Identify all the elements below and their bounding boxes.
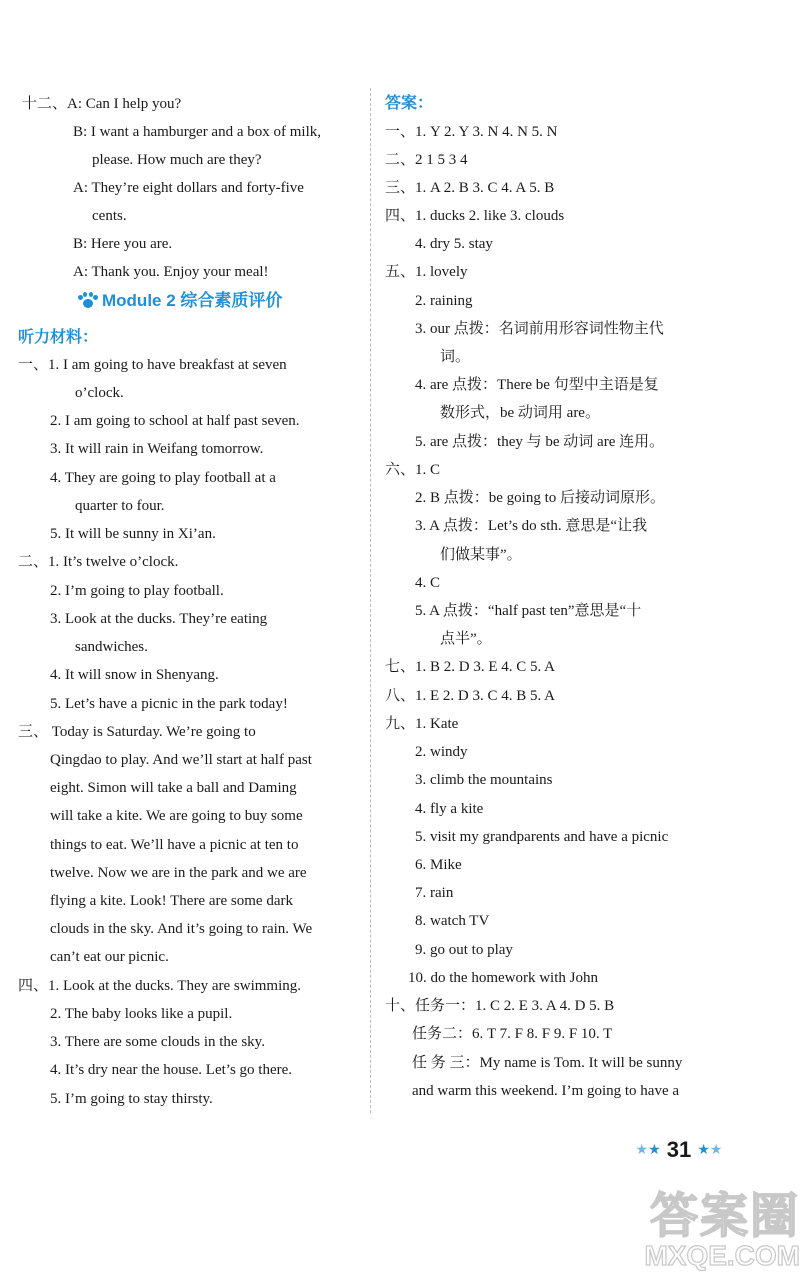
dialogue-line: 十二、A: Can I help you? bbox=[22, 96, 182, 112]
column-divider bbox=[370, 88, 371, 1113]
listening-line: 2. I am going to school at half past seven. bbox=[50, 413, 300, 429]
answer-line: 3. our 点拨：名词前用形容词性物主代 bbox=[415, 321, 664, 337]
answer-line: and warm this weekend. I’m going to have a bbox=[412, 1083, 680, 1099]
answer-line: 7. rain bbox=[415, 885, 454, 901]
listening-line: twelve. Now we are in the park and we are bbox=[50, 865, 307, 881]
answer-line: 词。 bbox=[440, 349, 471, 365]
listening-line: 3. Look at the ducks. They’re eating bbox=[50, 611, 268, 627]
listening-line: 5. Let’s have a picnic in the park today! bbox=[50, 696, 288, 712]
answer-line: 任务二：6. T 7. F 8. F 9. F 10. T bbox=[412, 1026, 613, 1042]
answer-line: 九、1. Kate bbox=[385, 716, 459, 732]
listening-line: 4. They are going to play football at a bbox=[50, 470, 276, 486]
answer-line: 们做某事”。 bbox=[440, 547, 522, 563]
listening-line: flying a kite. Look! There are some dark bbox=[50, 893, 293, 909]
dialogue-line: B: Here you are. bbox=[73, 236, 173, 252]
answer-line: 七、1. B 2. D 3. E 4. C 5. A bbox=[385, 659, 556, 675]
answer-line: 任 务 三：My name is Tom. It will be sunny bbox=[412, 1055, 683, 1071]
star-icon: ★ bbox=[635, 1141, 649, 1157]
answer-line: 4. are 点拨：There be 句型中主语是复 bbox=[415, 377, 659, 393]
answer-line: 点半”。 bbox=[440, 631, 492, 647]
module-title-text: Module 2 综合素质评价 bbox=[102, 291, 283, 310]
answer-line: 八、1. E 2. D 3. C 4. B 5. A bbox=[385, 688, 556, 704]
answer-line: 4. fly a kite bbox=[415, 801, 484, 817]
watermark-url: MXQE.COM bbox=[644, 1240, 800, 1271]
listening-line: sandwiches. bbox=[75, 639, 148, 655]
star-icon: ★ bbox=[697, 1141, 710, 1157]
listening-line: 2. I’m going to play football. bbox=[50, 583, 224, 599]
listening-line: 四、1. Look at the ducks. They are swimming. bbox=[18, 978, 302, 994]
answer-line: 2. B 点拨：be going to 后接动词原形。 bbox=[415, 490, 665, 506]
answer-line: 四、1. ducks 2. like 3. clouds bbox=[385, 208, 565, 224]
watermark-logo: 答案圈 bbox=[649, 1188, 800, 1244]
listening-line: clouds in the sky. And it’s going to rain. We bbox=[50, 921, 313, 937]
dialogue-line: cents. bbox=[92, 208, 127, 224]
listening-line: o’clock. bbox=[75, 385, 124, 401]
answer-line: 4. dry 5. stay bbox=[415, 236, 493, 252]
dialogue-line: A: Thank you. Enjoy your meal! bbox=[73, 264, 269, 280]
answer-line: 6. Mike bbox=[415, 857, 462, 873]
listening-line: 二、1. It’s twelve o’clock. bbox=[18, 554, 179, 570]
answer-line: 六、1. C bbox=[385, 462, 441, 478]
answer-line: 4. C bbox=[415, 575, 441, 591]
listening-line: 5. It will be sunny in Xi’an. bbox=[50, 526, 216, 542]
listening-line: 4. It will snow in Shenyang. bbox=[50, 667, 219, 683]
listening-line: 5. I’m going to stay thirsty. bbox=[50, 1091, 213, 1107]
listening-line: will take a kite. We are going to buy some bbox=[50, 808, 303, 824]
dialogue-line: please. How much are they? bbox=[92, 152, 262, 168]
answers-heading: 答案： bbox=[385, 95, 434, 112]
watermark bbox=[590, 1190, 800, 1275]
answer-line: 5. A 点拨：“half past ten”意思是“十 bbox=[415, 603, 642, 619]
paw-icon bbox=[78, 292, 98, 308]
dialogue-line: B: I want a hamburger and a box of milk, bbox=[73, 124, 321, 140]
page-number bbox=[624, 1135, 734, 1163]
star-icon: ★ bbox=[648, 1141, 661, 1157]
answer-line: 3. climb the mountains bbox=[415, 772, 553, 788]
answer-line: 8. watch TV bbox=[415, 913, 490, 929]
listening-line: 2. The baby looks like a pupil. bbox=[50, 1006, 233, 1022]
listening-line: 3. It will rain in Weifang tomorrow. bbox=[50, 441, 264, 457]
page-number-text: 31 bbox=[666, 1137, 692, 1162]
listening-heading: 听力材料： bbox=[18, 329, 99, 346]
answer-line: 2. raining bbox=[415, 293, 473, 309]
listening-line: quarter to four. bbox=[75, 498, 165, 514]
answer-line: 5. visit my grandparents and have a picnic bbox=[415, 829, 669, 845]
listening-line: Qingdao to play. And we’ll start at half past bbox=[50, 752, 312, 768]
listening-line: 3. There are some clouds in the sky. bbox=[50, 1034, 265, 1050]
listening-line: eight. Simon will take a ball and Daming bbox=[50, 780, 297, 796]
listening-line: 4. It’s dry near the house. Let’s go there. bbox=[50, 1062, 293, 1078]
answer-line: 五、1. lovely bbox=[385, 264, 468, 280]
answer-line: 10. do the homework with John bbox=[408, 970, 598, 986]
listening-line: 一、1. I am going to have breakfast at seven bbox=[18, 357, 287, 373]
answer-line: 3. A 点拨：Let’s do sth. 意思是“让我 bbox=[415, 518, 648, 534]
listening-line: can’t eat our picnic. bbox=[50, 949, 169, 965]
star-icon: ★ bbox=[709, 1141, 723, 1157]
answer-line: 一、1. Y 2. Y 3. N 4. N 5. N bbox=[385, 124, 558, 140]
listening-line: 三、 Today is Saturday. We’re going to bbox=[18, 724, 256, 740]
module-title bbox=[78, 290, 282, 312]
answer-line: 5. are 点拨：they 与 be 动词 are 连用。 bbox=[415, 434, 665, 450]
answer-line: 三、1. A 2. B 3. C 4. A 5. B bbox=[385, 180, 555, 196]
answer-line: 十、任务一：1. C 2. E 3. A 4. D 5. B bbox=[385, 998, 615, 1014]
answer-line: 数形式，be 动词用 are。 bbox=[440, 405, 600, 421]
answer-line: 9. go out to play bbox=[415, 942, 513, 958]
answer-line: 二、2 1 5 3 4 bbox=[385, 152, 468, 168]
answer-line: 2. windy bbox=[415, 744, 468, 760]
dialogue-line: A: They’re eight dollars and forty-five bbox=[73, 180, 304, 196]
listening-line: things to eat. We’ll have a picnic at ten to bbox=[50, 837, 299, 853]
